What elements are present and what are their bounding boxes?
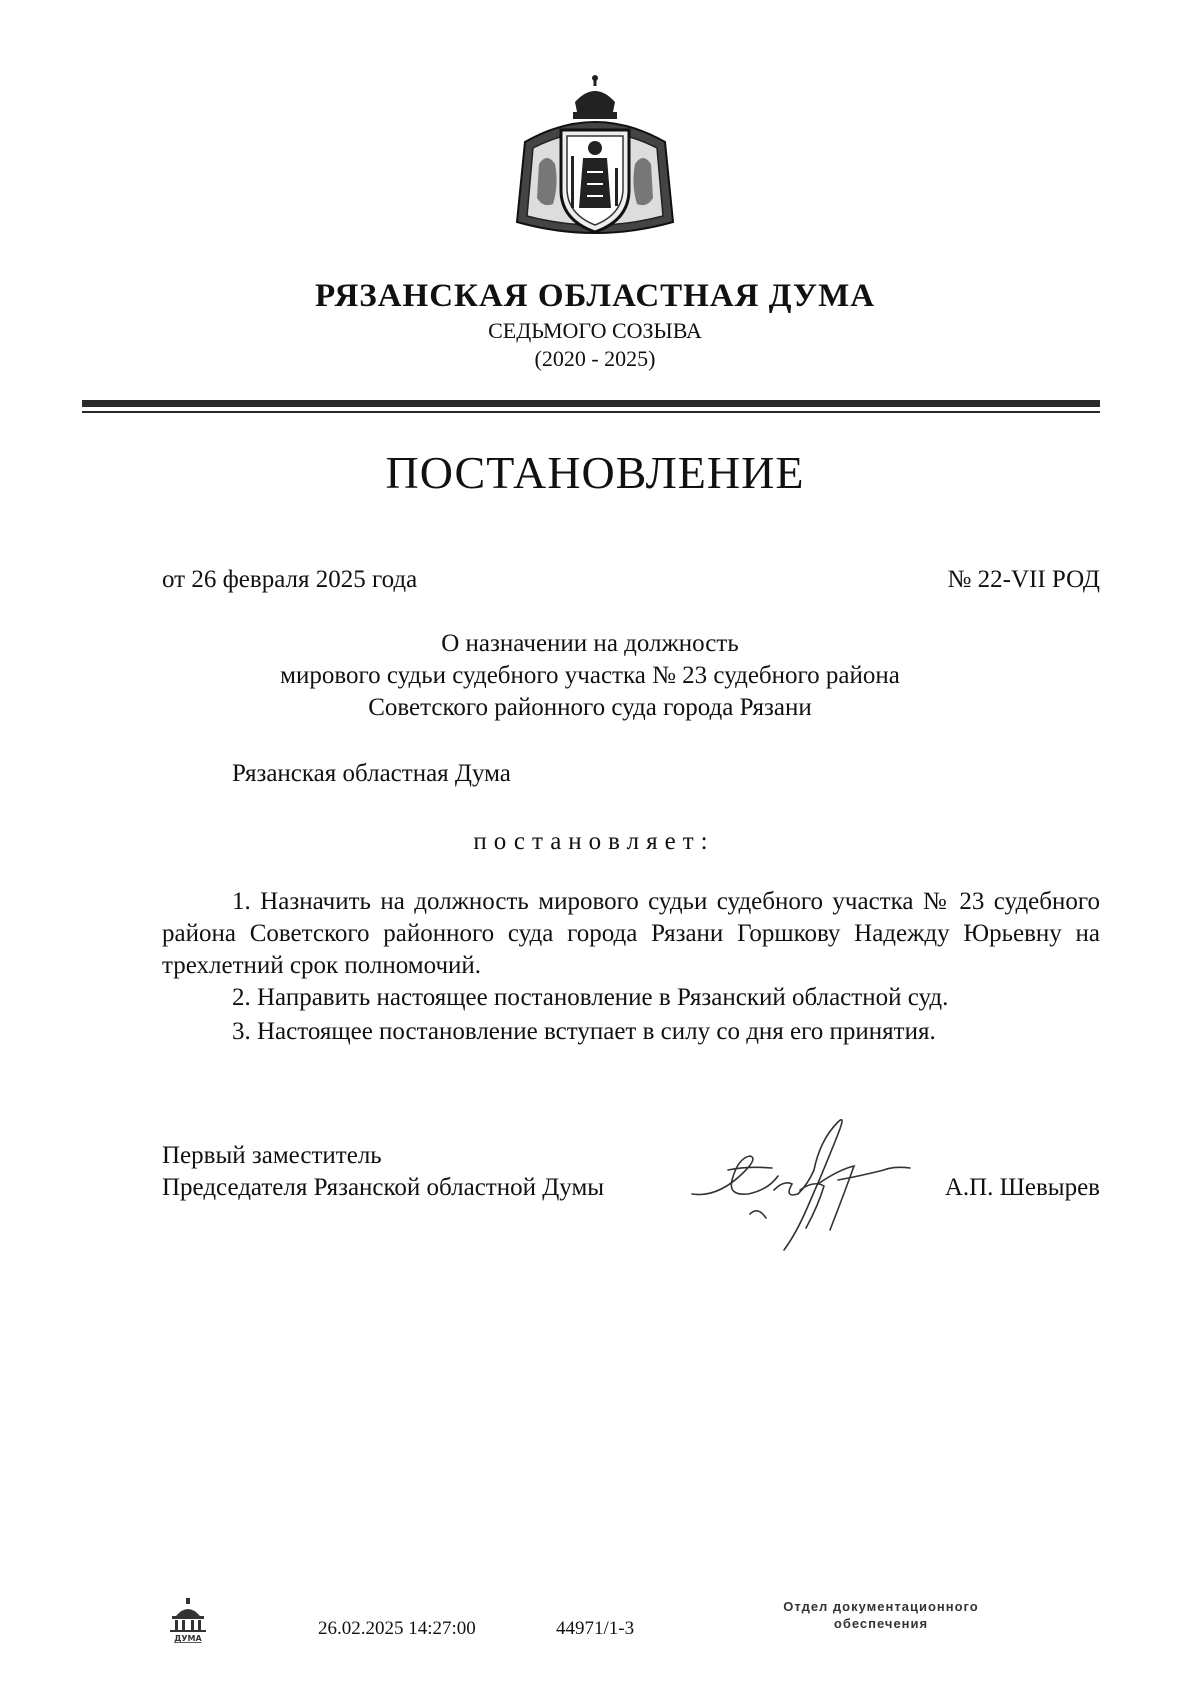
resolution-item-3: 3. Настоящее постановление вступает в силу со дня его принятия. <box>232 1018 936 1045</box>
document-subject <box>160 628 1020 724</box>
document-date: от 26 февраля 2025 года <box>162 566 418 593</box>
issuing-body: Рязанская областная Дума <box>232 760 511 787</box>
signer-title-line: Председателя Рязанской областной Думы <box>162 1174 605 1201</box>
resolution-item-1: 1. Назначить на должность мирового судьи судебного участка № 23 судебного района Советского районного суда города Рязани Горшкову Надежду Юрьевну на трехлетний срок полномочий. <box>162 888 1100 979</box>
signer-name: А.П. Шевырев <box>944 1174 1100 1201</box>
header-divider-thick <box>82 400 1100 407</box>
resolution-item-2: 2. Направить настоящее постановление в Рязанский областной суд. <box>232 984 949 1011</box>
duma-building-icon <box>168 1598 208 1644</box>
organization-name: РЯЗАНСКАЯ ОБЛАСТНАЯ ДУМА <box>314 278 876 314</box>
department-line: Отдел документационного <box>783 1599 979 1614</box>
term-years: (2020 - 2025) <box>534 346 656 371</box>
resolves-word: постановляет: <box>473 828 715 855</box>
header-divider-thin <box>82 411 1100 413</box>
document-number: № 22-VII РОД <box>947 566 1100 593</box>
signer-title-line: Первый заместитель <box>162 1142 382 1169</box>
convocation-label: СЕДЬМОГО СОЗЫВА <box>488 318 702 343</box>
signer-title <box>162 1140 604 1204</box>
subject-line: О назначении на должность <box>441 630 739 657</box>
footer-logo-text: ДУМА <box>174 1634 202 1643</box>
subject-line: мирового судьи судебного участка № 23 судебного района <box>280 662 900 689</box>
subject-line: Советского районного суда города Рязани <box>368 694 812 721</box>
department-line: обеспечения <box>833 1616 929 1631</box>
coat-of-arms-emblem <box>505 72 685 252</box>
registration-number: 44971/1-3 <box>556 1618 635 1639</box>
registration-timestamp: 26.02.2025 14:27:00 <box>318 1618 476 1639</box>
handwritten-signature <box>688 1110 918 1260</box>
document-type-title: ПОСТАНОВЛЕНИЕ <box>385 447 805 498</box>
department-stamp <box>736 1598 1026 1632</box>
